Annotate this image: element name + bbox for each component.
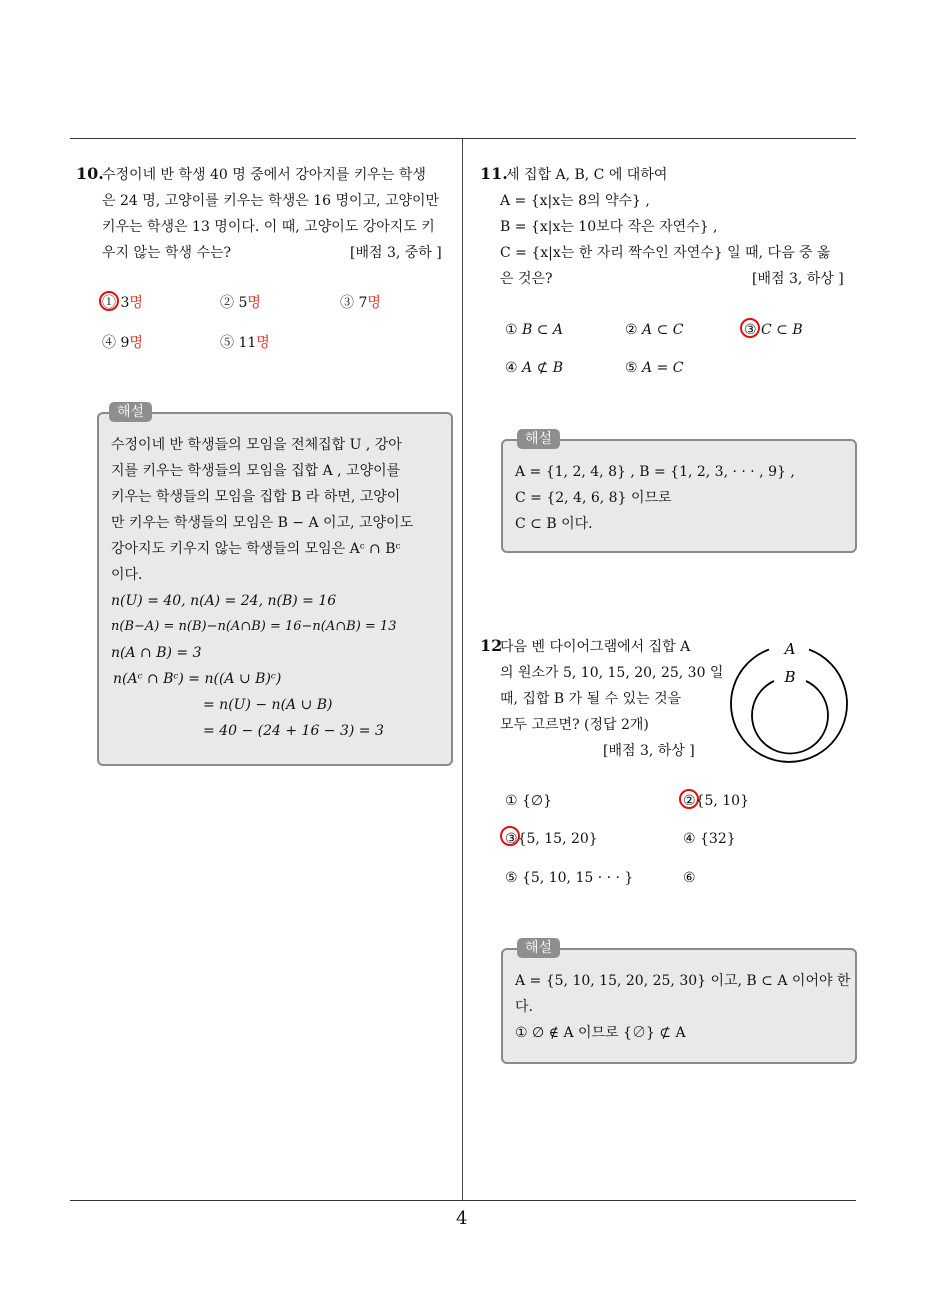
- choice-value: 9: [120, 335, 130, 351]
- question-text-line: 우지 않는 학생 수는?: [102, 245, 232, 261]
- choice-unit: 명: [247, 295, 261, 311]
- explanation-line: n(U) = 40, n(A) = 24, n(B) = 16: [111, 593, 337, 609]
- explanation-line: 수정이네 반 학생들의 모임을 전체집합 U , 강아: [111, 437, 402, 453]
- choice-mark: ②: [683, 793, 696, 809]
- choice-1[interactable]: [505, 792, 552, 810]
- explanation-line: n(A ∩ B) = 3: [111, 645, 202, 661]
- choice-mark: ④: [102, 335, 116, 351]
- top-rule: [70, 138, 856, 139]
- choice-value: 3: [120, 295, 130, 311]
- choice-unit: 명: [129, 335, 143, 351]
- question-text-line: 의 원소가 5, 10, 15, 20, 25, 30 일: [500, 665, 724, 681]
- question-text-line: 때, 집합 B 가 될 수 있는 것을: [500, 691, 682, 707]
- explanation-line: 키우는 학생들의 모임을 집합 B 라 하면, 고양이: [111, 489, 401, 505]
- choice-5[interactable]: [505, 869, 633, 887]
- explanation-label: 해설: [517, 938, 560, 958]
- question-text-line: 은 24 명, 고양이를 키우는 학생은 16 명이고, 고양이만: [102, 193, 440, 209]
- explanation-box: [501, 431, 857, 553]
- choice-unit: 명: [367, 295, 381, 311]
- points-label: [배점 3, 하상 ]: [603, 743, 695, 759]
- choice-unit: 명: [256, 335, 270, 351]
- choice-value: {32}: [700, 831, 736, 847]
- question-text-line: 은 것은?: [500, 271, 553, 287]
- question-text-line: A = {x|x는 8의 약수} ,: [500, 193, 650, 209]
- explanation-line: n(Aᶜ ∩ Bᶜ) = n((A ∪ B)ᶜ): [113, 671, 282, 687]
- choice-3[interactable]: [505, 830, 598, 848]
- choice-4[interactable]: [102, 334, 143, 352]
- choice-mark: ⑤: [625, 360, 638, 376]
- choice-value: 7: [358, 295, 368, 311]
- choice-mark: ⑥: [683, 870, 696, 886]
- explanation-line: 다.: [515, 999, 533, 1015]
- choice-mark: ①: [505, 322, 518, 338]
- choice-4[interactable]: [683, 830, 736, 848]
- explanation-line: C = {2, 4, 6, 8} 이므로: [515, 490, 672, 506]
- choice-value: {5, 15, 20}: [517, 831, 598, 847]
- venn-label-b: B: [784, 668, 796, 686]
- choice-value: {∅}: [522, 793, 553, 809]
- choice-3[interactable]: [744, 321, 803, 339]
- explanation-line: 강아지도 키우지 않는 학생들의 모임은 Aᶜ ∩ Bᶜ: [111, 541, 401, 557]
- choice-unit: 명: [129, 295, 143, 311]
- explanation-line: 이다.: [111, 567, 143, 583]
- question-text-line: B = {x|x는 10보다 작은 자연수} ,: [500, 219, 718, 235]
- venn-inner-circle: [752, 681, 828, 753]
- choice-1[interactable]: [102, 294, 143, 312]
- choice-mark: ③: [505, 831, 518, 847]
- explanation-box: [501, 940, 857, 1064]
- explanation-line: 만 키우는 학생들의 모임은 B − A 이고, 고양이도: [111, 515, 414, 531]
- choice-5[interactable]: [625, 359, 683, 377]
- explanation-line: = 40 − (24 + 16 − 3) = 3: [203, 723, 384, 739]
- choice-value: B ⊂ A: [522, 322, 564, 338]
- explanation-line: n(B−A) = n(B)−n(A∩B) = 16−n(A∩B) = 13: [111, 619, 397, 634]
- venn-label-a: A: [784, 640, 796, 658]
- choice-mark: ②: [220, 295, 234, 311]
- question-number: 10.: [76, 164, 104, 183]
- choice-mark: ⑤: [505, 870, 518, 886]
- choice-mark: ⑤: [220, 335, 234, 351]
- choice-5[interactable]: [220, 334, 270, 352]
- choice-mark: ④: [683, 831, 696, 847]
- explanation-line: = n(U) − n(A ∪ B): [203, 697, 333, 713]
- venn-diagram: [716, 636, 850, 770]
- choice-3[interactable]: [340, 294, 381, 312]
- explanation-label: 해설: [109, 402, 152, 422]
- question-text-line: 수정이네 반 학생 40 명 중에서 강아지를 키우는 학생: [102, 167, 426, 183]
- question-text-line: 세 집합 A, B, C 에 대하여: [506, 167, 668, 183]
- question-text-line: 다음 벤 다이어그램에서 집합 A: [500, 639, 691, 655]
- choice-value: C ⊂ B: [761, 322, 803, 338]
- question-text-line: 모두 고르면? (정답 2개): [500, 717, 649, 733]
- choice-mark: ②: [625, 322, 638, 338]
- explanation-line: C ⊂ B 이다.: [515, 516, 593, 532]
- choice-mark: ①: [505, 793, 518, 809]
- choice-2[interactable]: [683, 792, 749, 810]
- choice-2[interactable]: [625, 321, 683, 339]
- explanation-box: [97, 404, 453, 766]
- explanation-label: 해설: [517, 429, 560, 449]
- choice-value: A ⊄ B: [522, 360, 564, 376]
- explanation-line: ① ∅ ∉ A 이므로 {∅} ⊄ A: [515, 1025, 686, 1041]
- choice-mark: ①: [102, 295, 116, 311]
- page-number: 4: [456, 1208, 468, 1229]
- choice-mark: ④: [505, 360, 518, 376]
- bottom-rule: [70, 1200, 856, 1201]
- choice-value: {5, 10}: [695, 793, 749, 809]
- choice-value: 11: [238, 335, 257, 351]
- choice-mark: ③: [340, 295, 354, 311]
- question-number: 12: [480, 636, 503, 655]
- choice-4[interactable]: [505, 359, 563, 377]
- explanation-line: A = {5, 10, 15, 20, 25, 30} 이고, B ⊂ A 이어야 한: [515, 973, 851, 989]
- column-divider: [462, 139, 463, 1201]
- question-text-line: 키우는 학생은 13 명이다. 이 때, 고양이도 강아지도 키: [102, 219, 435, 235]
- choice-value: A ⊂ C: [642, 322, 684, 338]
- choice-mark: ③: [744, 322, 757, 338]
- points-label: [배점 3, 중하 ]: [350, 245, 442, 261]
- question-text-line: C = {x|x는 한 자리 짝수인 자연수} 일 때, 다음 중 옳: [500, 245, 831, 261]
- explanation-line: 지를 키우는 학생들의 모임을 집합 A , 고양이를: [111, 463, 401, 479]
- choice-value: 5: [238, 295, 248, 311]
- choice-2[interactable]: [220, 294, 261, 312]
- venn-outer-circle: [731, 650, 847, 762]
- question-number: 11.: [480, 164, 508, 183]
- choice-value: {5, 10, 15 · · · }: [522, 870, 634, 886]
- choice-1[interactable]: [505, 321, 563, 339]
- choice-6[interactable]: [683, 869, 696, 887]
- points-label: [배점 3, 하상 ]: [752, 271, 844, 287]
- explanation-line: A = {1, 2, 4, 8} , B = {1, 2, 3, · · · , 9} ,: [515, 464, 795, 480]
- choice-value: A = C: [642, 360, 684, 376]
